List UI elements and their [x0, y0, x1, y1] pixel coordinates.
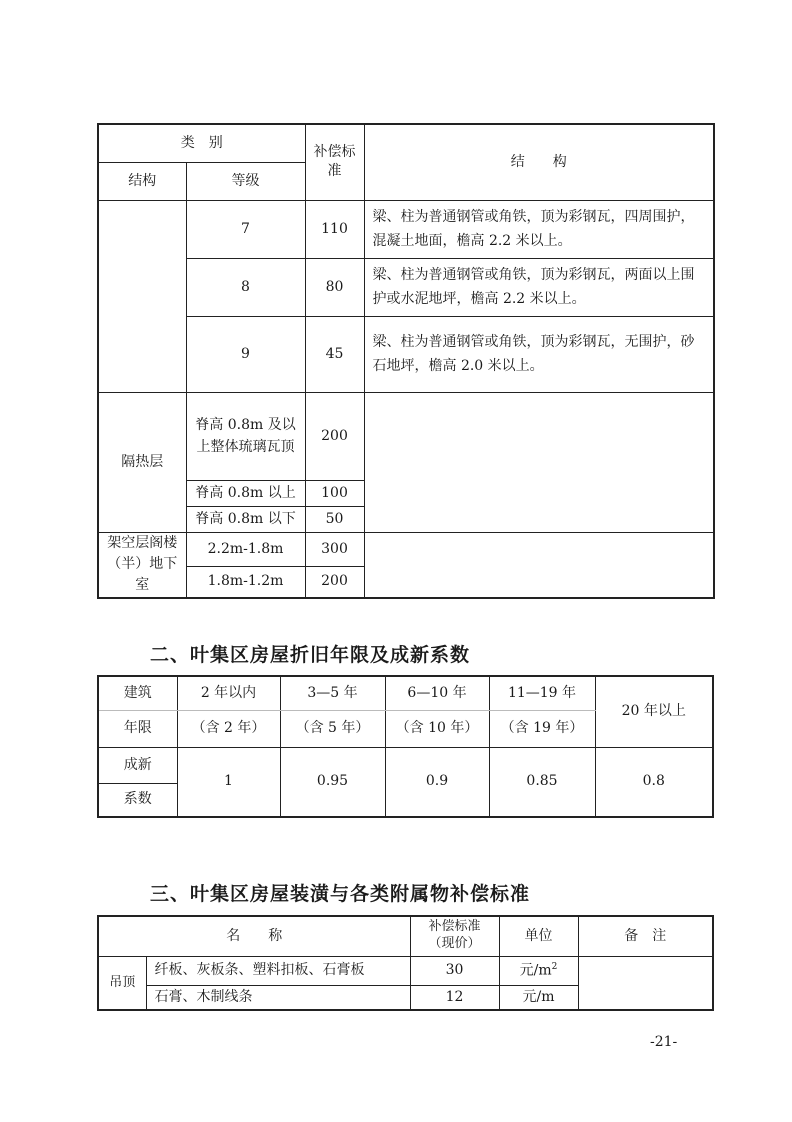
period-bottom: （含 10 年） [385, 710, 489, 747]
grade-cell: 脊高 0.8m 以下 [186, 506, 305, 532]
period-top: 2 年以内 [177, 676, 280, 710]
attic-label: 架空层阁楼（半）地下室 [98, 532, 186, 598]
coef-cell: 0.9 [385, 747, 489, 817]
item-name: 纤板、灰板条、塑料扣板、石膏板 [146, 956, 410, 985]
desc-cell: 梁、柱为普通钢管或角铁，顶为彩钢瓦，两面以上围护或水泥地坪，檐高 2.2 米以上。 [364, 258, 714, 316]
header-structure-desc: 结 构 [364, 124, 714, 200]
table-row [98, 258, 714, 316]
group-label: 吊顶 [98, 956, 146, 1010]
coef-cell: 0.85 [489, 747, 595, 817]
period-last: 20 年以上 [595, 676, 713, 747]
row-label: 成新 [98, 747, 177, 783]
section-heading-depreciation: 二、叶集区房屋折旧年限及成新系数 [150, 644, 471, 666]
table-row [98, 392, 714, 480]
header-remark: 备 注 [578, 916, 713, 956]
grade-cell: 脊高 0.8m 以上 [186, 480, 305, 506]
header-category: 类 别 [98, 124, 305, 162]
coef-cell: 0.95 [280, 747, 385, 817]
unit-cell [499, 985, 578, 1010]
header-compensation: 补偿标准 [305, 124, 364, 200]
desc-cell: 梁、柱为普通钢管或角铁，顶为彩钢瓦，四周围护，混凝土地面，檐高 2.2 米以上。 [364, 200, 714, 258]
page-number: -21- [650, 1034, 678, 1050]
row-label: 系数 [98, 783, 177, 817]
value-cell: 12 [410, 985, 499, 1010]
desc-cell: 梁、柱为普通钢管或角铁，顶为彩钢瓦，无围护，砂石地坪，檐高 2.0 米以上。 [364, 316, 714, 392]
value-cell: 300 [305, 532, 364, 566]
value-cell: 30 [410, 956, 499, 985]
grade-cell: 9 [186, 316, 305, 392]
header-grade: 等级 [186, 162, 305, 200]
grade-cell: 1.8m-1.2m [186, 566, 305, 598]
value-cell: 45 [305, 316, 364, 392]
period-bottom: （含 19 年） [489, 710, 595, 747]
table-row [98, 316, 714, 392]
period-top: 11—19 年 [489, 676, 595, 710]
value-cell: 80 [305, 258, 364, 316]
header-standard: 补偿标准（现价） [410, 916, 499, 956]
compensation-table-1 [97, 123, 715, 599]
depreciation-table [97, 675, 714, 818]
grade-cell: 8 [186, 258, 305, 316]
table-row [98, 200, 714, 258]
period-bottom: （含 2 年） [177, 710, 280, 747]
table-row [98, 956, 713, 985]
decoration-table [97, 915, 714, 1011]
remark-empty-cell [578, 956, 713, 1010]
section-heading-decoration: 三、叶集区房屋装潢与各类附属物补偿标准 [150, 883, 531, 905]
unit-text: 元/m [519, 962, 552, 979]
header-unit: 单位 [499, 916, 578, 956]
value-cell: 200 [305, 566, 364, 598]
grade-cell: 2.2m-1.8m [186, 532, 305, 566]
value-cell: 100 [305, 480, 364, 506]
value-cell: 200 [305, 392, 364, 480]
value-cell: 50 [305, 506, 364, 532]
desc-empty-cell [364, 392, 714, 532]
unit-superscript: 2 [551, 961, 558, 972]
row-label: 建筑 [98, 676, 177, 710]
unit-text: 元/m [522, 988, 555, 1005]
header-name: 名 称 [98, 916, 410, 956]
unit-cell [499, 956, 578, 985]
period-bottom: （含 5 年） [280, 710, 385, 747]
item-name: 石膏、木制线条 [146, 985, 410, 1010]
row-label: 年限 [98, 710, 177, 747]
structure-empty-cell [98, 200, 186, 392]
desc-empty-cell [364, 532, 714, 598]
table-row [98, 532, 714, 566]
value-cell: 110 [305, 200, 364, 258]
coef-cell: 0.8 [595, 747, 713, 817]
period-top: 6—10 年 [385, 676, 489, 710]
coef-cell: 1 [177, 747, 280, 817]
grade-cell: 7 [186, 200, 305, 258]
grade-cell: 脊高 0.8m 及以上整体琉璃瓦顶 [186, 392, 305, 480]
header-structure: 结构 [98, 162, 186, 200]
period-top: 3—5 年 [280, 676, 385, 710]
insulation-label: 隔热层 [98, 392, 186, 532]
